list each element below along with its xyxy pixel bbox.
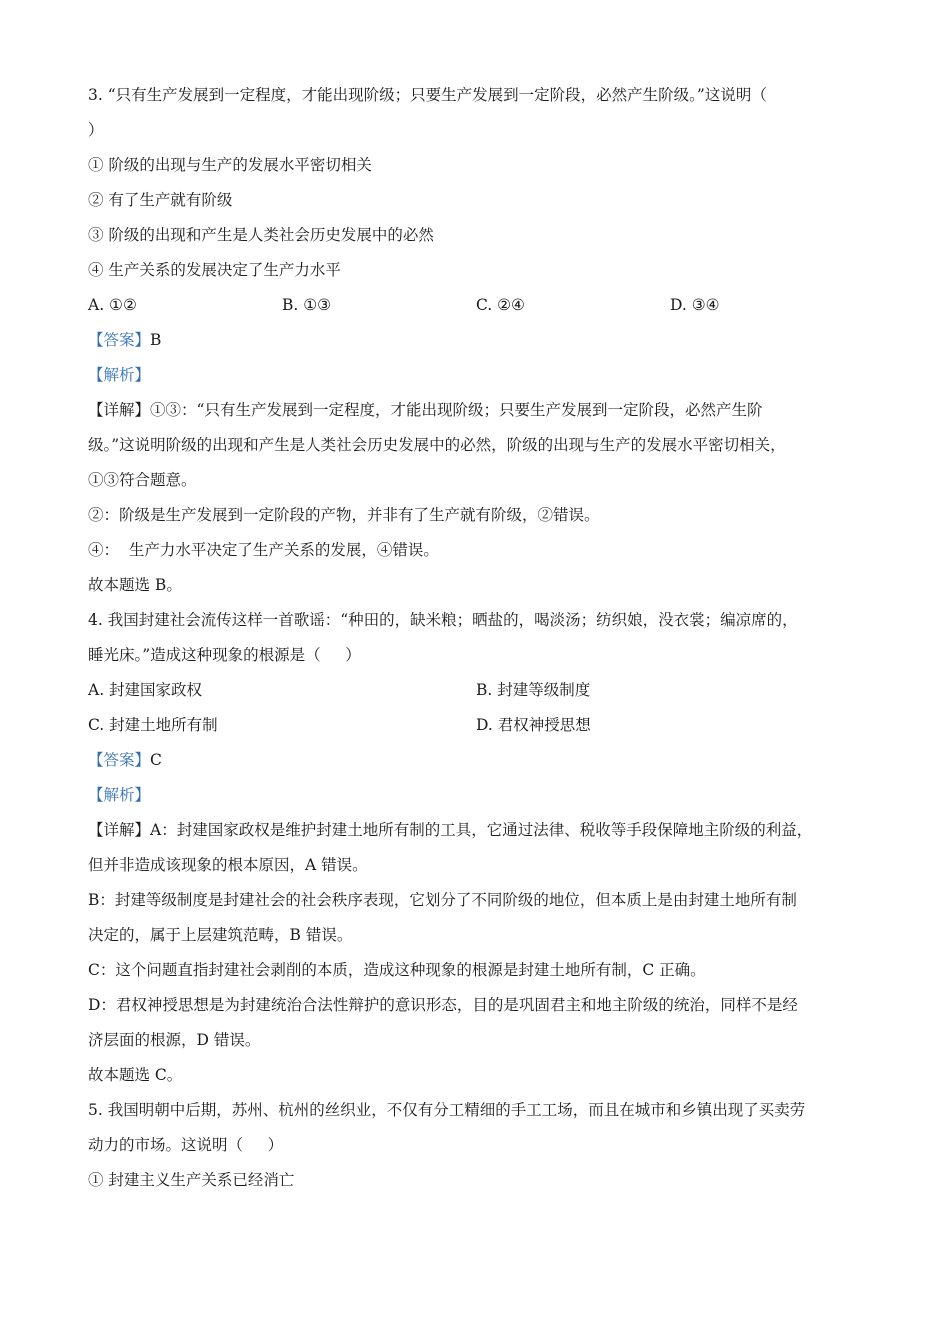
q4-options-row-1 (88, 673, 864, 708)
q4-detail-line-4: 决定的，属于上层建筑范畴，B 错误。 (88, 926, 353, 944)
q3-detail-line-2: 级。”这说明阶级的出现和产生是人类社会历史发展中的必然，阶级的出现与生产的发展水平密切相关， (88, 436, 786, 454)
q4-option-d: D. 君权神授思想 (476, 716, 591, 734)
q3-stem-line-1: 3. “只有生产发展到一定程度，才能出现阶级；只要生产发展到一定阶段，必然产生阶级。”这说明（ (88, 86, 767, 104)
q3-statement-1: ① 阶级的出现与生产的发展水平密切相关 (88, 156, 372, 174)
q4-analysis (88, 778, 864, 813)
q4-option-c: C. 封建土地所有制 (88, 716, 218, 734)
q3-detail-line-4: ②：阶级是生产发展到一定阶段的产物，并非有了生产就有阶级，②错误。 (88, 506, 600, 524)
q4-answer (88, 743, 864, 778)
analysis-tag: 【解析】 (88, 366, 151, 384)
q4-detail-line-2: 但并非造成该现象的根本原因，A 错误。 (88, 856, 368, 874)
q4-detail-line-3: B：封建等级制度是封建社会的社会秩序表现，它划分了不同阶级的地位，但本质上是由封建土地所有制 (88, 891, 797, 909)
q3-detail-line-3: ①③符合题意。 (88, 471, 197, 489)
q4-detail-line-6: D：君权神授思想是为封建统治合法性辩护的意识形态，目的是巩固君主和地主阶级的统治，同样不是经 (88, 996, 798, 1014)
q3-detail-line-1 (88, 393, 864, 428)
q5-stem-line-2: 动力的市场。这说明（ ） (88, 1136, 284, 1154)
q4-options-row-2 (88, 708, 864, 743)
q4-stem-line-2: 睡光床。”造成这种现象的根源是（ ） (88, 646, 361, 664)
q4-detail-line-1 (88, 813, 864, 848)
detail-tag: 【详解】 (88, 821, 151, 839)
q3-answer (88, 323, 864, 358)
q3-statement-3: ③ 阶级的出现和产生是人类社会历史发展中的必然 (88, 226, 434, 244)
q4-option-b: B. 封建等级制度 (476, 681, 591, 699)
q3-option-c: C. ②④ (476, 296, 525, 314)
q4-detail-line-8: 故本题选 C。 (88, 1066, 183, 1084)
q3-answer-value: B (150, 331, 162, 349)
q3-option-b: B. ①③ (282, 296, 332, 314)
q5-stem-line-1: 5. 我国明朝中后期，苏州、杭州的丝织业，不仅有分工精细的手工工场，而且在城市和乡镇出现了买卖劳 (88, 1101, 806, 1119)
q4-detail-line-5: C：这个问题直指封建社会剥削的本质，造成这种现象的根源是封建土地所有制，C 正确。 (88, 961, 706, 979)
q3-detail-line-5: ④： 生产力水平决定了生产关系的发展，④错误。 (88, 541, 439, 559)
q3-option-d: D. ③④ (670, 296, 720, 314)
q3-detail-line-6: 故本题选 B。 (88, 576, 182, 594)
analysis-tag: 【解析】 (88, 786, 151, 804)
q4-stem-line-1: 4. 我国封建社会流传这样一首歌谣：“种田的，缺米粮；晒盐的，喝淡汤；纺织娘，没衣裳；编凉席的， (88, 611, 798, 629)
q3-stem-line-2: ） (88, 121, 104, 139)
q4-option-a: A. 封建国家政权 (88, 681, 203, 699)
q5-statement-1: ① 封建主义生产关系已经消亡 (88, 1171, 295, 1189)
q3-options (88, 288, 864, 323)
q3-statement-2: ② 有了生产就有阶级 (88, 191, 233, 209)
document-page (88, 78, 864, 1198)
q3-statement-4: ④ 生产关系的发展决定了生产力水平 (88, 261, 341, 279)
q3-detail-text-1: ①③：“只有生产发展到一定程度，才能出现阶级；只要生产发展到一定阶段，必然产生阶 (150, 401, 763, 419)
detail-tag: 【详解】 (88, 401, 151, 419)
q3-analysis (88, 358, 864, 393)
q4-detail-line-7: 济层面的根源，D 错误。 (88, 1031, 261, 1049)
answer-tag: 【答案】 (88, 751, 151, 769)
answer-tag: 【答案】 (88, 331, 151, 349)
q3-option-a: A. ①② (88, 296, 137, 314)
q4-detail-text-1: A：封建国家政权是维护封建土地所有制的工具，它通过法律、税收等手段保障地主阶级的利益， (150, 821, 813, 839)
q4-answer-value: C (150, 751, 162, 769)
